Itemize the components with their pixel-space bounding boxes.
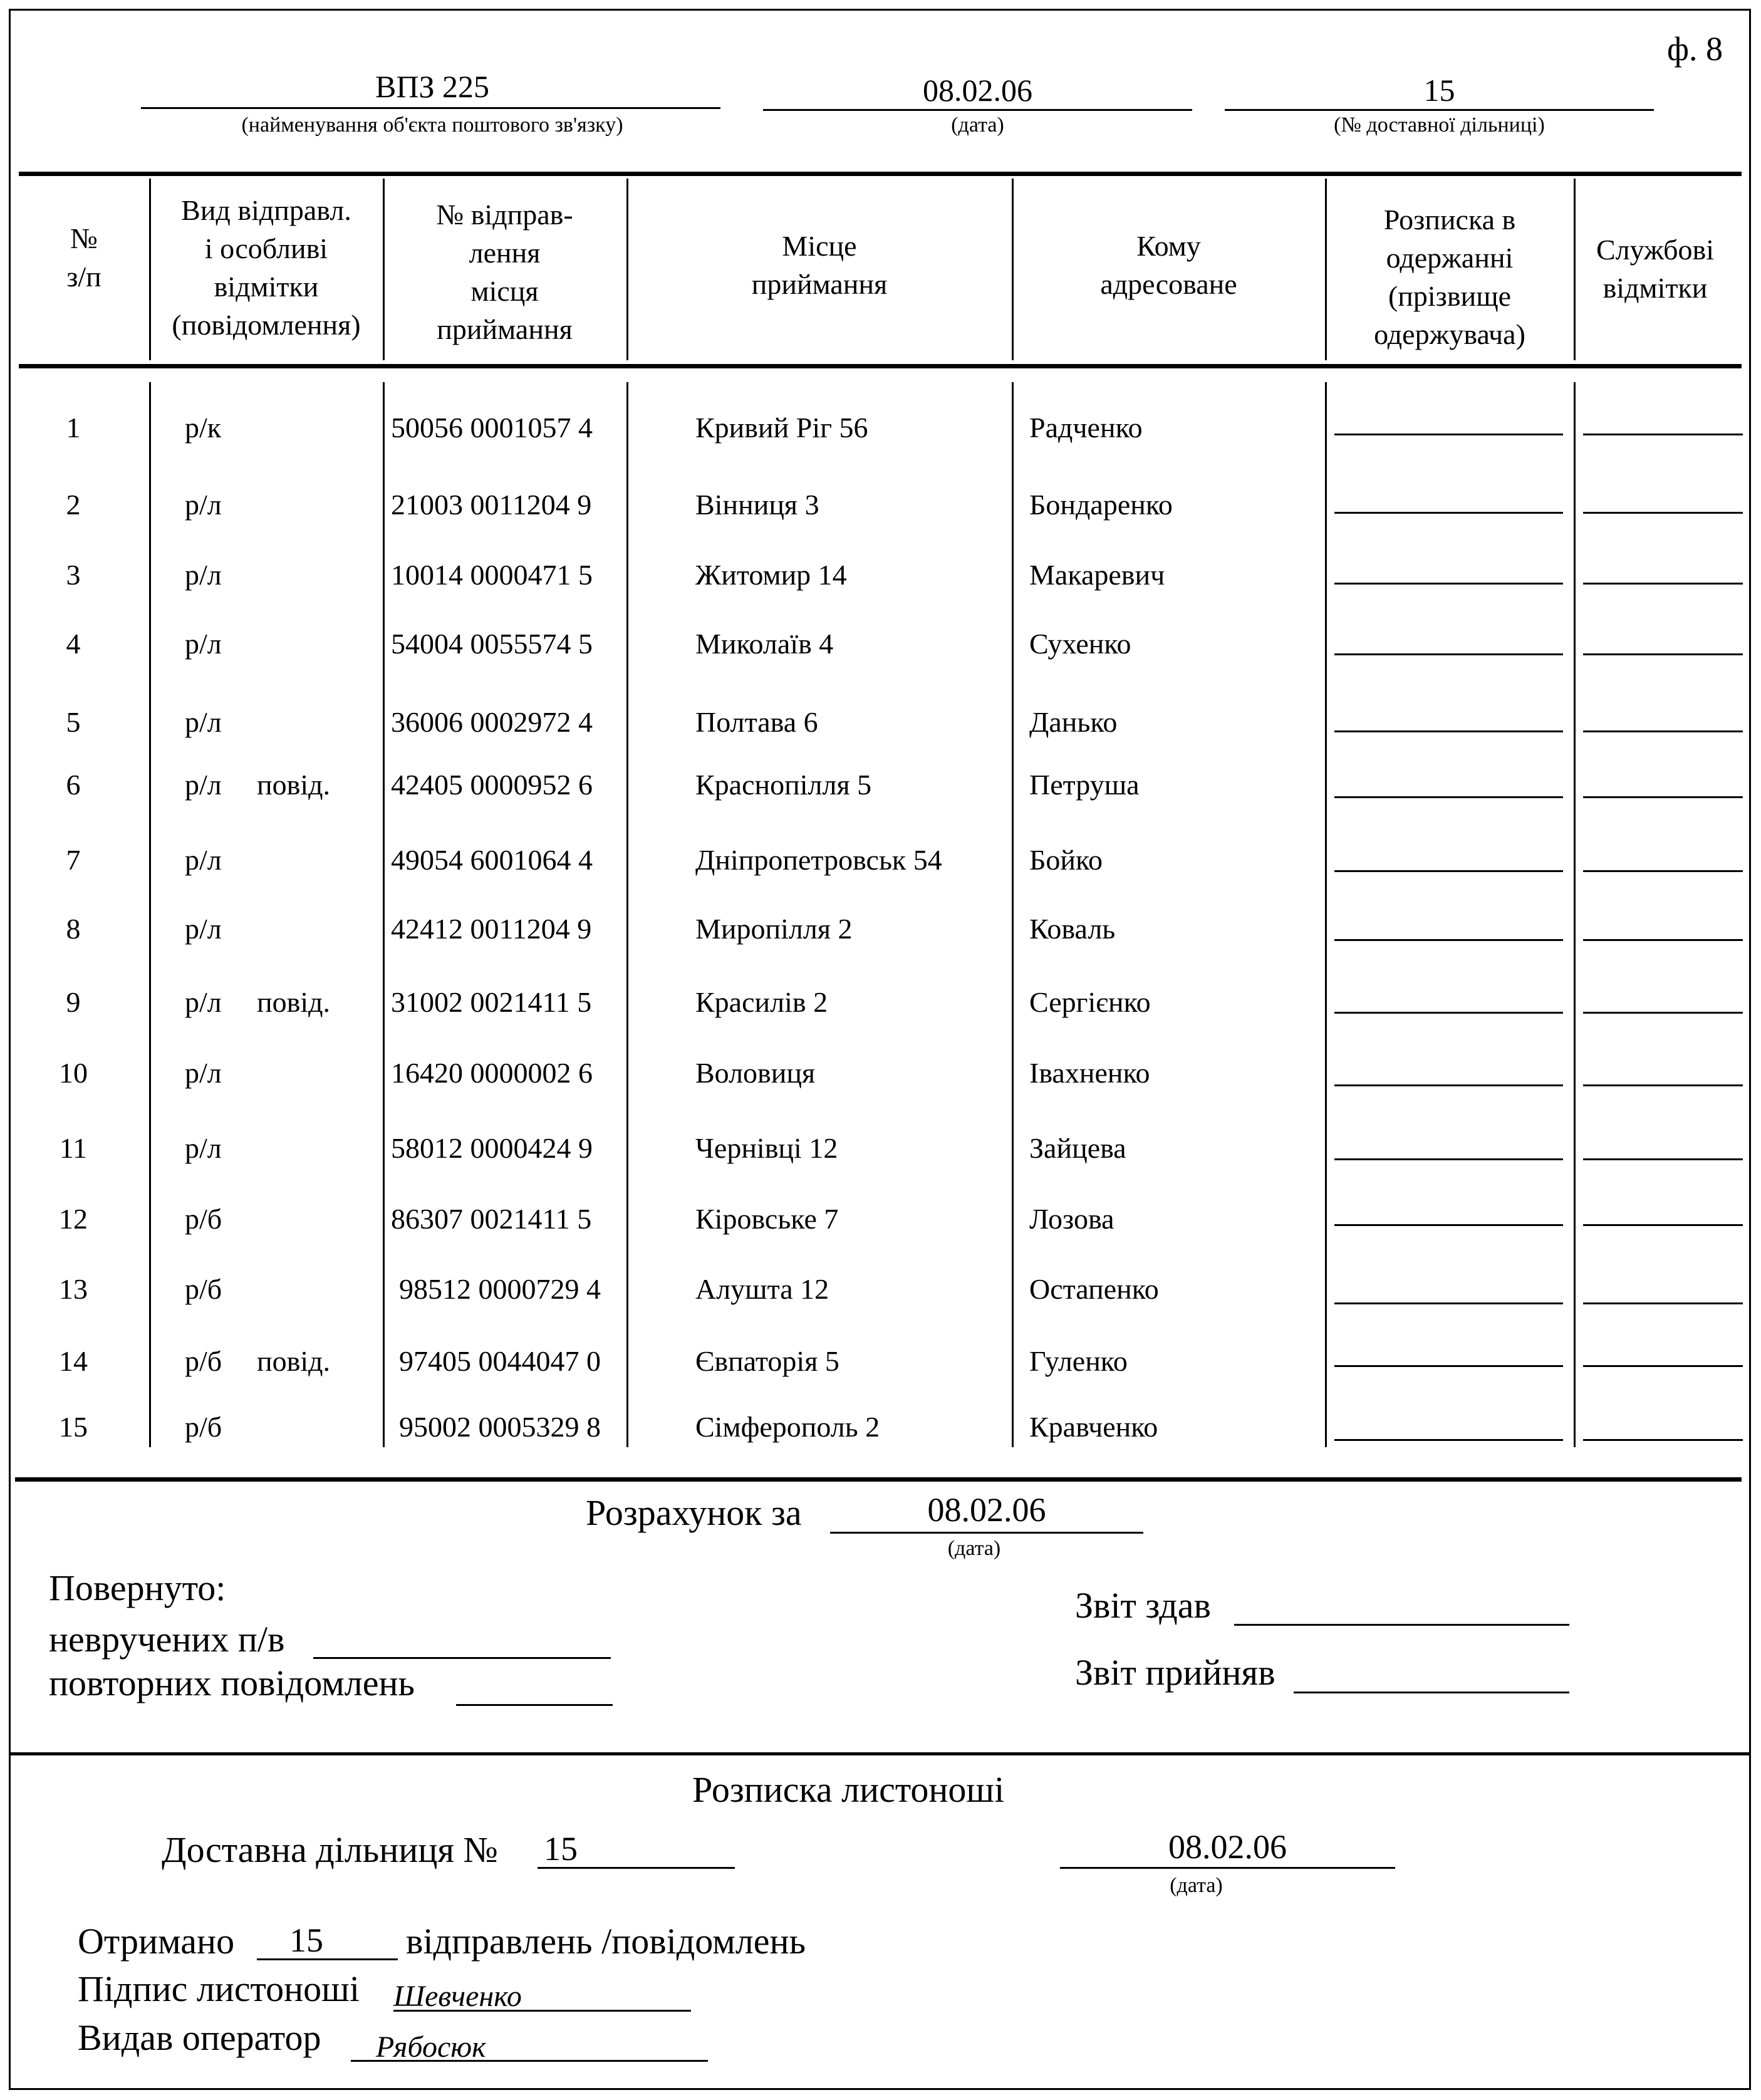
row-type: р/б (185, 1203, 222, 1235)
received-suffix: відправлень /повідомлень (406, 1921, 806, 1962)
row-place: Кривий Ріг 56 (695, 412, 868, 444)
service-mark-line[interactable] (1583, 512, 1743, 514)
receipt-signature-line[interactable] (1334, 1439, 1563, 1441)
row-number: 8 (66, 913, 81, 945)
row-addressee: Петруша (1029, 769, 1140, 801)
row-place: Кіровське 7 (695, 1203, 839, 1235)
row-note: повід. (257, 986, 331, 1018)
row-type: р/л (185, 706, 222, 738)
row-code: 10014 0000471 5 (391, 559, 593, 591)
row-type: р/л (185, 628, 222, 660)
service-mark-line[interactable] (1583, 730, 1743, 732)
row-code: 16420 0000002 6 (391, 1057, 593, 1089)
service-mark-line[interactable] (1583, 1302, 1743, 1304)
col-sep (1012, 382, 1014, 1447)
district-number-value: 15 (544, 1830, 578, 1868)
receipt-signature-line[interactable] (1334, 730, 1563, 732)
settlement-date-underline (830, 1532, 1143, 1534)
column-header-line: Вид відправл. (181, 194, 351, 226)
row-addressee: Кравченко (1029, 1411, 1158, 1443)
service-mark-line[interactable] (1583, 1365, 1743, 1367)
row-place: Вінниця 3 (695, 489, 819, 521)
row-addressee: Коваль (1029, 913, 1116, 945)
row-number: 7 (66, 844, 81, 876)
district-number-label: Доставна дільниця № (162, 1829, 498, 1870)
row-place: Воловиця (695, 1057, 816, 1089)
row-code: 54004 0055574 5 (391, 628, 593, 660)
service-mark-line[interactable] (1583, 434, 1743, 435)
row-addressee: Бондаренко (1029, 489, 1173, 521)
row-type: р/л (185, 1057, 222, 1089)
service-mark-line[interactable] (1583, 1084, 1743, 1086)
signature-underline (393, 2010, 691, 2012)
header-date-underline (763, 109, 1192, 111)
table-header-rule (19, 364, 1742, 368)
service-mark-line[interactable] (1583, 1439, 1743, 1441)
row-type: р/б (185, 1273, 222, 1305)
office-value: ВПЗ 225 (375, 69, 489, 104)
receipt-signature-line[interactable] (1334, 870, 1563, 872)
received-value: 15 (289, 1921, 323, 1959)
row-code: 86307 0021411 5 (391, 1203, 592, 1235)
header-date-value: 08.02.06 (923, 73, 1032, 108)
report-received-label: Звіт прийняв (1075, 1652, 1275, 1693)
receipt-signature-line[interactable] (1334, 1365, 1563, 1367)
service-mark-line[interactable] (1583, 870, 1743, 872)
column-header-line: (повідомлення) (172, 309, 361, 341)
service-mark-line[interactable] (1583, 1158, 1743, 1160)
row-type: р/л (185, 769, 222, 801)
row-number: 11 (59, 1132, 88, 1164)
service-mark-line[interactable] (1583, 583, 1743, 585)
report-given-label: Звіт здав (1075, 1585, 1211, 1626)
undelivered-label: невручених п/в (49, 1619, 285, 1660)
row-number: 3 (66, 559, 81, 591)
column-header (1575, 231, 1735, 307)
row-code: 21003 0011204 9 (391, 489, 592, 521)
receipt-signature-line[interactable] (1334, 1084, 1563, 1086)
receipt-date-caption: (дата) (1170, 1874, 1223, 1897)
row-number: 13 (59, 1273, 88, 1305)
row-addressee: Івахненко (1029, 1057, 1150, 1089)
row-code: 50056 0001057 4 (391, 412, 593, 444)
settlement-label: Розрахунок за (586, 1492, 802, 1533)
row-number: 6 (66, 769, 81, 801)
row-code: 97405 0044047 0 (399, 1345, 601, 1377)
row-place: Сімферополь 2 (695, 1411, 880, 1443)
column-header-line: приймання (437, 313, 573, 345)
row-place: Полтава 6 (695, 706, 818, 738)
row-place: Миколаїв 4 (695, 628, 834, 660)
received-underline (257, 1958, 398, 1960)
row-code: 49054 6001064 4 (391, 844, 593, 876)
row-addressee: Радченко (1029, 412, 1143, 444)
receipt-title: Розписка листоноші (692, 1769, 1005, 1810)
column-header-line: Службові (1596, 234, 1715, 266)
operator-label: Видав оператор (78, 2017, 321, 2058)
row-code: 42405 0000952 6 (391, 769, 593, 801)
row-place: Миропілля 2 (695, 913, 853, 945)
column-header-line: одержувача) (1374, 318, 1525, 350)
row-type: р/л (185, 489, 222, 521)
report-given-underline (1234, 1624, 1569, 1626)
column-header-line: Кому (1136, 230, 1201, 262)
row-addressee: Лозова (1029, 1203, 1114, 1235)
row-code: 98512 0000729 4 (399, 1273, 601, 1305)
column-header (628, 227, 1011, 303)
column-header-line: одержанні (1386, 242, 1514, 274)
column-header-line: (прізвище (1388, 280, 1512, 312)
service-mark-line[interactable] (1583, 1012, 1743, 1014)
column-header-line: з/п (66, 261, 101, 293)
service-mark-line[interactable] (1583, 796, 1743, 798)
receipt-signature-line[interactable] (1334, 583, 1563, 585)
row-place: Алушта 12 (695, 1273, 829, 1305)
row-addressee: Данько (1029, 706, 1118, 738)
district-caption: (№ доставної дільниці) (1334, 113, 1545, 137)
row-addressee: Бойко (1029, 844, 1103, 876)
row-number: 5 (66, 706, 81, 738)
district-underline (1225, 109, 1654, 111)
col-sep (1325, 382, 1327, 1447)
row-number: 10 (59, 1057, 88, 1089)
row-number: 14 (59, 1345, 88, 1377)
operator-value: Рябосюк (376, 2030, 486, 2064)
returned-label: Повернуто: (49, 1567, 226, 1608)
settlement-date: 08.02.06 (927, 1491, 1046, 1529)
column-header (1326, 200, 1573, 353)
receipt-signature-line[interactable] (1334, 653, 1563, 655)
row-type: р/л (185, 844, 222, 876)
row-place: Євпаторія 5 (695, 1345, 839, 1377)
received-label: Отримано (78, 1921, 235, 1962)
receipt-signature-line[interactable] (1334, 939, 1563, 941)
undelivered-underline (313, 1657, 611, 1659)
receipt-signature-line[interactable] (1334, 796, 1563, 798)
row-code: 58012 0000424 9 (391, 1132, 593, 1164)
service-mark-line[interactable] (1583, 939, 1743, 941)
row-place: Чернівці 12 (695, 1132, 838, 1164)
row-addressee: Сухенко (1029, 628, 1131, 660)
row-addressee: Макаревич (1029, 559, 1165, 591)
column-header-line: відмітки (1603, 272, 1708, 304)
col-sep (1574, 382, 1576, 1447)
receipt-signature-line[interactable] (1334, 512, 1563, 514)
col-sep (149, 382, 151, 1447)
district-number-underline (538, 1867, 735, 1869)
row-addressee: Остапенко (1029, 1273, 1159, 1305)
report-received-underline (1294, 1692, 1569, 1693)
row-type: р/к (185, 412, 222, 444)
column-header (19, 219, 149, 296)
row-place: Красилів 2 (695, 986, 828, 1018)
receipt-rule (9, 1752, 1751, 1755)
receipt-signature-line[interactable] (1334, 1302, 1563, 1304)
row-place: Житомир 14 (695, 559, 847, 591)
office-caption: (найменування об'єкта поштового зв'язку) (241, 113, 623, 137)
row-number: 9 (66, 986, 81, 1018)
column-header-line: адресоване (1100, 268, 1237, 300)
row-place: Дніпропетровськ 54 (695, 844, 942, 876)
receipt-date-underline (1060, 1867, 1395, 1869)
column-header-line: Місце (782, 230, 857, 262)
column-header-line: № (70, 222, 98, 254)
receipt-signature-line[interactable] (1334, 1158, 1563, 1160)
district-value: 15 (1423, 73, 1455, 108)
row-type: р/б (185, 1411, 222, 1443)
column-header-line: Розписка в (1383, 204, 1516, 236)
row-place: Краснопілля 5 (695, 769, 872, 801)
table-bottom-rule (15, 1477, 1742, 1482)
row-number: 1 (66, 412, 81, 444)
col-sep (383, 382, 385, 1447)
col-sep (626, 382, 628, 1447)
row-number: 15 (59, 1411, 88, 1443)
form-code: ф. 8 (1667, 30, 1723, 68)
operator-underline (351, 2060, 708, 2062)
column-header-line: відмітки (214, 271, 319, 303)
repeat-underline (456, 1704, 613, 1706)
row-note: повід. (257, 1345, 331, 1377)
row-addressee: Гуленко (1029, 1345, 1128, 1377)
row-addressee: Сергієнко (1029, 986, 1151, 1018)
service-mark-line[interactable] (1583, 1224, 1743, 1226)
row-code: 95002 0005329 8 (399, 1411, 601, 1443)
column-header-line: місця (470, 275, 539, 307)
row-number: 12 (59, 1203, 88, 1235)
row-note: повід. (257, 769, 331, 801)
row-type: р/б (185, 1345, 222, 1377)
settlement-date-caption: (дата) (947, 1537, 1001, 1560)
column-header-line: лення (469, 237, 541, 269)
receipt-signature-line[interactable] (1334, 434, 1563, 435)
repeat-label: повторних повідомлень (49, 1663, 415, 1703)
row-addressee: Зайцева (1029, 1132, 1126, 1164)
column-header-line: і особливі (204, 232, 328, 264)
column-header (1013, 227, 1324, 303)
row-type: р/л (185, 559, 222, 591)
signature-value: Шевченко (393, 1980, 522, 2013)
header-date-caption: (дата) (951, 113, 1004, 137)
column-header (384, 195, 625, 348)
column-header (150, 191, 382, 344)
row-number: 4 (66, 628, 81, 660)
row-type: р/л (185, 913, 222, 945)
signature-label: Підпис листоноші (78, 1968, 360, 2009)
table-top-rule (19, 172, 1742, 176)
row-type: р/л (185, 986, 222, 1018)
service-mark-line[interactable] (1583, 653, 1743, 655)
receipt-signature-line[interactable] (1334, 1224, 1563, 1226)
row-code: 42412 0011204 9 (391, 913, 592, 945)
row-code: 31002 0021411 5 (391, 986, 592, 1018)
row-type: р/л (185, 1132, 222, 1164)
column-header-line: приймання (751, 268, 888, 300)
receipt-date: 08.02.06 (1168, 1828, 1287, 1866)
receipt-signature-line[interactable] (1334, 1012, 1563, 1014)
row-code: 36006 0002972 4 (391, 706, 593, 738)
column-header-line: № відправ- (436, 199, 573, 231)
office-underline (141, 107, 720, 109)
row-number: 2 (66, 489, 81, 521)
